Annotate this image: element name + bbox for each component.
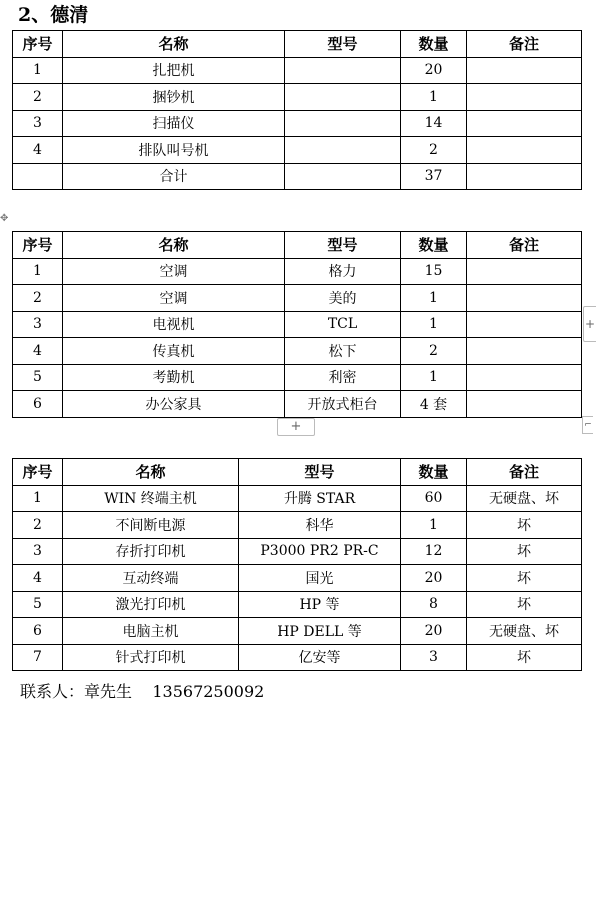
table-row xyxy=(13,391,582,418)
table-row xyxy=(13,644,582,671)
cell-name[interactable]: 存折打印机 xyxy=(63,538,239,565)
table-row xyxy=(13,57,582,84)
cell-index[interactable]: 6 xyxy=(13,618,63,645)
table-row xyxy=(13,285,582,312)
cell-quantity[interactable]: 20 xyxy=(401,57,467,84)
cell-remark[interactable]: 坏 xyxy=(467,538,582,565)
cell-index[interactable]: 4 xyxy=(13,338,63,365)
header-remark: 备注 xyxy=(467,459,582,486)
cell-quantity[interactable]: 1 xyxy=(401,311,467,338)
cell-name[interactable]: 激光打印机 xyxy=(63,591,239,618)
cell-name[interactable]: 不间断电源 xyxy=(63,512,239,539)
cell-name[interactable]: 办公家具 xyxy=(63,391,285,418)
header-name: 名称 xyxy=(63,31,285,58)
contact-line: 联系人：章先生 13567250092 xyxy=(20,682,265,701)
cell-model[interactable] xyxy=(285,84,401,111)
cell-quantity[interactable]: 2 xyxy=(401,137,467,164)
cell-model[interactable]: TCL xyxy=(285,311,401,338)
cell-remark[interactable] xyxy=(467,57,582,84)
cell-index[interactable]: 2 xyxy=(13,285,63,312)
table-row xyxy=(13,591,582,618)
table-header-row xyxy=(13,31,582,58)
table-row xyxy=(13,485,582,512)
header-model: 型号 xyxy=(239,459,401,486)
cell-name[interactable]: 电脑主机 xyxy=(63,618,239,645)
cell-model[interactable]: 美的 xyxy=(285,285,401,312)
cell-name[interactable]: 捆钞机 xyxy=(63,84,285,111)
cell-index[interactable]: 3 xyxy=(13,538,63,565)
equipment-table-2 xyxy=(12,231,582,418)
cell-model[interactable] xyxy=(285,110,401,137)
cell-quantity[interactable]: 1 xyxy=(401,84,467,111)
cell-remark[interactable] xyxy=(467,311,582,338)
cell-model[interactable] xyxy=(285,163,401,190)
cell-model[interactable]: 利密 xyxy=(285,364,401,391)
header-model: 型号 xyxy=(285,232,401,259)
cell-name[interactable]: 空调 xyxy=(63,258,285,285)
table-row xyxy=(13,163,582,190)
section-heading: 2、德清 xyxy=(18,4,89,26)
cell-index[interactable]: 4 xyxy=(13,137,63,164)
add-row-button[interactable]: + xyxy=(277,418,315,436)
cell-remark[interactable]: 坏 xyxy=(467,591,582,618)
add-column-button[interactable]: + xyxy=(583,306,596,342)
cell-remark[interactable]: 坏 xyxy=(467,512,582,539)
header-index: 序号 xyxy=(13,31,63,58)
cell-index[interactable]: 3 xyxy=(13,110,63,137)
cell-name[interactable]: 电视机 xyxy=(63,311,285,338)
cell-name[interactable]: 扎把机 xyxy=(63,57,285,84)
cell-model[interactable]: 国光 xyxy=(239,565,401,592)
table-header-row xyxy=(13,459,582,486)
cell-index[interactable]: 5 xyxy=(13,364,63,391)
cell-remark[interactable]: 无硬盘、坏 xyxy=(467,485,582,512)
header-quantity: 数量 xyxy=(401,232,467,259)
cell-remark[interactable] xyxy=(467,364,582,391)
cell-remark[interactable]: 无硬盘、坏 xyxy=(467,618,582,645)
cell-remark[interactable] xyxy=(467,163,582,190)
cell-name[interactable]: 排队叫号机 xyxy=(63,137,285,164)
header-index: 序号 xyxy=(13,459,63,486)
cell-remark[interactable] xyxy=(467,258,582,285)
table-row xyxy=(13,538,582,565)
cell-quantity[interactable]: 20 xyxy=(401,618,467,645)
table-resize-handle[interactable]: ⌐ xyxy=(582,416,593,434)
table-row xyxy=(13,258,582,285)
cell-name[interactable]: 合计 xyxy=(63,163,285,190)
table-row xyxy=(13,338,582,365)
cell-quantity[interactable]: 37 xyxy=(401,163,467,190)
cell-index[interactable]: 1 xyxy=(13,57,63,84)
cell-quantity[interactable]: 3 xyxy=(401,644,467,671)
cell-quantity[interactable]: 8 xyxy=(401,591,467,618)
cell-quantity[interactable]: 12 xyxy=(401,538,467,565)
cell-remark[interactable] xyxy=(467,137,582,164)
equipment-table-1 xyxy=(12,30,582,190)
table-row xyxy=(13,512,582,539)
cell-quantity[interactable]: 2 xyxy=(401,338,467,365)
table-row xyxy=(13,618,582,645)
cell-name[interactable]: 扫描仪 xyxy=(63,110,285,137)
cell-name[interactable]: WIN 终端主机 xyxy=(63,485,239,512)
cell-quantity[interactable]: 4 套 xyxy=(401,391,467,418)
cell-name[interactable]: 针式打印机 xyxy=(63,644,239,671)
cell-index[interactable]: 2 xyxy=(13,512,63,539)
table-row xyxy=(13,137,582,164)
header-name: 名称 xyxy=(63,459,239,486)
cell-remark[interactable] xyxy=(467,338,582,365)
cell-model[interactable]: 松下 xyxy=(285,338,401,365)
cell-model[interactable]: 开放式柜台 xyxy=(285,391,401,418)
cell-index[interactable] xyxy=(13,163,63,190)
cell-index[interactable]: 7 xyxy=(13,644,63,671)
cell-name[interactable]: 传真机 xyxy=(63,338,285,365)
cell-quantity[interactable]: 60 xyxy=(401,485,467,512)
header-model: 型号 xyxy=(285,31,401,58)
table-move-icon[interactable]: ✥ xyxy=(0,213,9,224)
cell-model[interactable]: 格力 xyxy=(285,258,401,285)
cell-name[interactable]: 互动终端 xyxy=(63,565,239,592)
header-index: 序号 xyxy=(13,232,63,259)
header-quantity: 数量 xyxy=(401,459,467,486)
cell-model[interactable] xyxy=(285,137,401,164)
header-quantity: 数量 xyxy=(401,31,467,58)
table-row xyxy=(13,84,582,111)
header-remark: 备注 xyxy=(467,232,582,259)
cell-model[interactable]: 科华 xyxy=(239,512,401,539)
table-row xyxy=(13,565,582,592)
cell-remark[interactable]: 坏 xyxy=(467,644,582,671)
cell-quantity[interactable]: 1 xyxy=(401,364,467,391)
cell-index[interactable]: 1 xyxy=(13,258,63,285)
cell-index[interactable]: 1 xyxy=(13,485,63,512)
cell-remark[interactable] xyxy=(467,391,582,418)
cell-quantity[interactable]: 1 xyxy=(401,512,467,539)
cell-index[interactable]: 2 xyxy=(13,84,63,111)
header-remark: 备注 xyxy=(467,31,582,58)
cell-remark[interactable]: 坏 xyxy=(467,565,582,592)
table-row xyxy=(13,311,582,338)
cell-model[interactable]: HP 等 xyxy=(239,591,401,618)
equipment-table-3 xyxy=(12,458,582,671)
header-name: 名称 xyxy=(63,232,285,259)
cell-quantity[interactable]: 20 xyxy=(401,565,467,592)
cell-model[interactable]: 亿安等 xyxy=(239,644,401,671)
table-row xyxy=(13,110,582,137)
cell-quantity[interactable]: 15 xyxy=(401,258,467,285)
cell-remark[interactable] xyxy=(467,84,582,111)
cell-index[interactable]: 3 xyxy=(13,311,63,338)
cell-model[interactable]: P3000 PR2 PR-C xyxy=(239,538,401,565)
cell-remark[interactable] xyxy=(467,110,582,137)
cell-quantity[interactable]: 1 xyxy=(401,285,467,312)
cell-name[interactable]: 空调 xyxy=(63,285,285,312)
cell-index[interactable]: 5 xyxy=(13,591,63,618)
cell-model[interactable]: 升腾 STAR xyxy=(239,485,401,512)
cell-index[interactable]: 6 xyxy=(13,391,63,418)
table-row xyxy=(13,364,582,391)
cell-index[interactable]: 4 xyxy=(13,565,63,592)
cell-name[interactable]: 考勤机 xyxy=(63,364,285,391)
cell-quantity[interactable]: 14 xyxy=(401,110,467,137)
cell-model[interactable] xyxy=(285,57,401,84)
table-header-row xyxy=(13,232,582,259)
cell-remark[interactable] xyxy=(467,285,582,312)
cell-model[interactable]: HP DELL 等 xyxy=(239,618,401,645)
